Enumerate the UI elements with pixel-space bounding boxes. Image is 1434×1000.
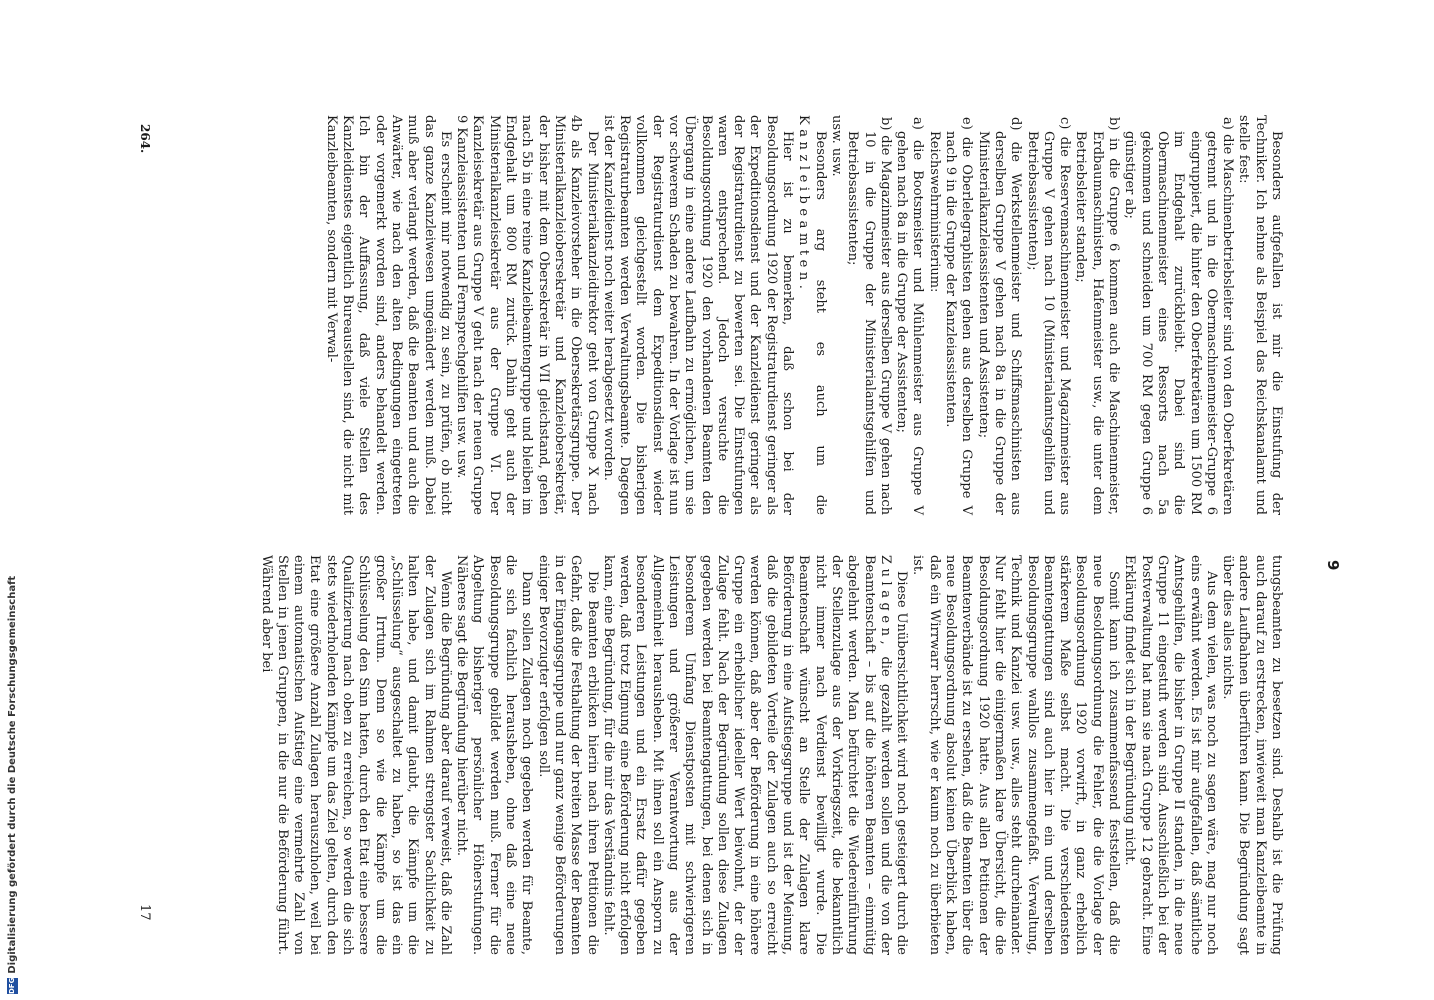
dfg-logo-icon: DFG [7, 977, 16, 994]
digitization-credit [0, 0, 24, 1000]
sheet-number: 9 [1324, 560, 1342, 571]
list-item: d) die Werkstellenmeister und Schiffsmaschinisten aus derselben Gruppe V gehen nach 8a in die Gruppe der Ministerialkanzleiassistenten und Assistenten; [975, 117, 1024, 515]
list-item: e) die Oberlelegraphisten gehen aus derselben Gruppe V nach 9 in die Gruppe der Kanzleiassistenten. [943, 117, 975, 515]
right-text-column [257, 555, 1284, 955]
paragraph: Wenn die Begründung aber darauf verweist, daß die Zahl der Zulagen sich im Rahmen strengster Sachlichkeit zu halten habe, und damit glaubt, die Kämpfe um die „Schlüsselung“ ausgeschaltet zu haben, so ist das ein großer Irrtum. Denn so wie die Kämpfe um die Schlüsselung den Sinn hatten, durch den Etat eine bessere Qualifizierung nach oben zu erreichen, so werden die sich stets wiederholenden Kämpfe um das Ziel gelten, durch den Etat eine größere Anzahl Zulagen herauszuholen, weil bei einem automatischen Aufstieg eine vermehrte Zahl von Stellen in jenen Gruppen, in die nur die Beförderung führt. Während aber bei [258, 555, 453, 955]
paragraph: Es erscheint mir notwendig zu sein, zu prüfen, ob nicht das ganze Kanzleiwesen umgeändert werden muß. Dabei muß aber verlangt werden, daß die Beamten und auch die Anwärter, wie nach den alten Bedingungen eingetreten oder vorgemerkt worden sind, anders behandelt werden. Ich bin der Auffassung, daß viele Stellen des Kanzleidienstes eigentlich Bureaustellen sind, die nicht mit Kanzleibeamten, sondern mit Verwal- [323, 115, 453, 515]
paragraph: Somit kann ich zusammenfassend feststellen, daß die neue Besoldungsordnung die Fehler, die die Vorlage der Besoldungsordnung 1920 vorwirft, in ganz erheblich stärkerem Maße selbst macht. Die verschiedensten Beamtengattungen sind auch hier in ein und derselben Besoldungsgruppe wahllos zusammengefaßt. Verwaltung, Technik und Kanzlei usw. usw., alles steht durcheinander. Nur fehlt hier die einigermaßen klare Übersicht, die die Besoldungsordnung 1920 hatte. Aus allen Petitionen der Beamtenverbände ist zu ersehen, daß die Beamten über die neue Besoldungsordnung absolut keinen Überblick haben, daß ein Wirrwarr herrscht, wie er kaum noch zu überbieten ist. [910, 555, 1122, 955]
paragraph: tungsbeamten zu besetzen sind. Deshalb ist die Prüfung auch darauf zu erstrecken, inwieweit man Kanzleibeamte in andere Laufbahnen überführen kann. Die Begründung sagt über dies alles nichts. [1220, 555, 1284, 955]
paragraph: Besonders aufgefallen ist mir die Einstufung der Techniker. Ich nehme als Beispiel das Reichskanalamt und stelle fest: [1236, 115, 1284, 515]
list-item: a) die Maschinenbetriebsleiter sind von den Oberfekretären getrennt und in die Obermaschinenmeister-Gruppe 6 eingruppiert, die hinter den Oberfekretären um 1500 RM im Endgehalt zurückbleibt. Dabei sind die Obermaschinenmeister eines Ressorts nach 5a gekommen und schneiden um 700 RM gegen Gruppe 6 günstiger ab; [1122, 117, 1236, 515]
paragraph: Der Ministerialkanzleidirektor geht von Gruppe X nach 4b als Kanzleivorsteher in die Obersekretärsgruppe. Der Ministerialkanzleiobersekretär und Kanzleiobersekretär, der bisher mit dem Obersekretär in VII gleichstand, gehen nach 5b in eine reine Kanzleibeamtengruppe und bleiben im Endgehalt um 800 RM zurück. Dahin geht auch der Ministerialkanzleisekretär aus der Gruppe VI. Der Kanzleisekretär aus Gruppe V geht nach der neuen Gruppe 9 Kanzleiassistenten und Fernsprechgehilfen usw. usw. [454, 115, 600, 515]
paragraph: Hier ist zu bemerken, daß schon bei der Besoldungsordnung 1920 der Registraturdienst geringer als der Expeditionsdienst und der Kanzleidienst geringer als der Registraturdienst zu bewerten sei. Die Einstufungen waren entsprechend. Jedoch versuchte die Besoldungsordnung 1920 den vorhandenen Beamten den Übergang in eine andere Laufbahn zu ermöglichen, um sie vor schwerem Schaden zu bewahren. In der Vorlage ist nun der Registraturdienst dem Expeditionsdienst wieder vollkommen gleichgestellt worden. Die bisherigen Registraturbeamten werden Verwaltungsbeamte. Dagegen ist der Kanzleidienst noch weiter herabgesetzt worden. [600, 115, 796, 515]
text-run: Besonders arg steht es auch um die [812, 131, 828, 515]
paragraph: Aus dem vielen, was noch zu sagen wäre, mag nur noch eins erwähnt werden. Es ist mir aufgefallen, daß sämtliche Amtsgehilfen, die bisher in Gruppe II standen, in die neue Gruppe 11 eingestuft werden sind. Ausschließlich bei der Postverwaltung hat man sie nach Gruppe 12 gebracht. Eine Erklärung findet sich in der Begründung nicht. [1122, 555, 1219, 955]
left-text-column [322, 115, 1284, 515]
page-number-left: 264. [138, 124, 152, 154]
list-item: a) die Bootsmeister und Mühlenmeister aus Gruppe V gehen nach 8a in die Gruppe der Assistenten; [894, 117, 926, 515]
paragraph: usw. usw. [828, 115, 844, 177]
paragraph: Dann sollen Zulagen noch gegeben werden für Beamte, die sich fachlich herausheben, ohne daß eine neue Besoldungsgruppe gebildet werden muß. Ferner für die Abgeltung bisheriger persönlicher Höherstufungen. Näheres sagt die Begründung hierüber nicht. [454, 555, 535, 955]
section-label: Reichswehrministerium: [926, 131, 942, 293]
emphasized-term: Zulagen, [877, 555, 893, 650]
list-item: b) die Magazinmeister aus derselben Gruppe V gehen nach 10 in die Gruppe der Ministerialamtsgehilfen und Betriebsassistenten; [845, 117, 893, 515]
text-run: die gezahlt werden sollen und die von der Beamtenschaft – bis auf die höheren Beamten – einmütig abgelehnt werden. Man befürchtet die Wiedereinführung der Stellenzulage aus der Vorkriegszeit, die bekanntlich nicht immer nach Verdienst bewilligt wurde. Die Beamtenschaft wünscht an Stelle der Zulagen klare Beförderung in eine Aufstiegsgruppe und ist der Meinung, daß die gebildeten Vorteile der Zulagen auch so erreicht werden können, daß aber der Beförderung in eine höhere Gruppe ein erheblicher ideeller Wert beiwohnt, der der Zulage fehlt. Nach der Begründung sollen diese Zulagen gegeben werden bei Beamtengattungen, bei denen sich in besonderem Umfang Dienstposten mit schwierigeren Leistungen und größerer Verantwortung aus der Allgemeinheit herausheben. Mit ihnen soll ein Ansporn zu besonderen Leistungen und ein Ersatz dafür gegeben werden, daß trotz Eignung eine Beförderung nicht erfolgen kann, eine Begründung, für die mir das Verständnis fehlt. [600, 555, 893, 955]
page-number-right: 17 [137, 904, 152, 921]
credit-text: Digitalisierung gefördert durch die Deutsche Forschungsgemeinschaft [6, 575, 18, 974]
paragraph [795, 115, 828, 515]
paragraph: Die Beamten erblicken hierin nach ihren Petitionen die Gefahr, daß die Festhaltung der breiten Masse der Beamten in der Eingangsgruppe und nur ganz wenige Beförderungen einiger Bevorzugter erfolgen soll. [535, 555, 600, 955]
list-item: c) die Reservemaschinenmeister und Magazinmeister aus Gruppe V gehen nach 10 (Ministerialamtsgehilfen und Betriebsassistenten); [1024, 117, 1073, 515]
emphasized-term: Kanzleibeamten. [796, 115, 812, 294]
text-run: Diese Unübersichtlichkeit wird noch gesteigert durch die [894, 571, 910, 955]
paragraph [600, 555, 910, 955]
list-item: b) in die Gruppe 6 kommen auch die Maschinenmeister, Erdbaumaschinisten, Hafenmeister usw., die unter dem Betriebsleiter standen; [1073, 117, 1122, 515]
